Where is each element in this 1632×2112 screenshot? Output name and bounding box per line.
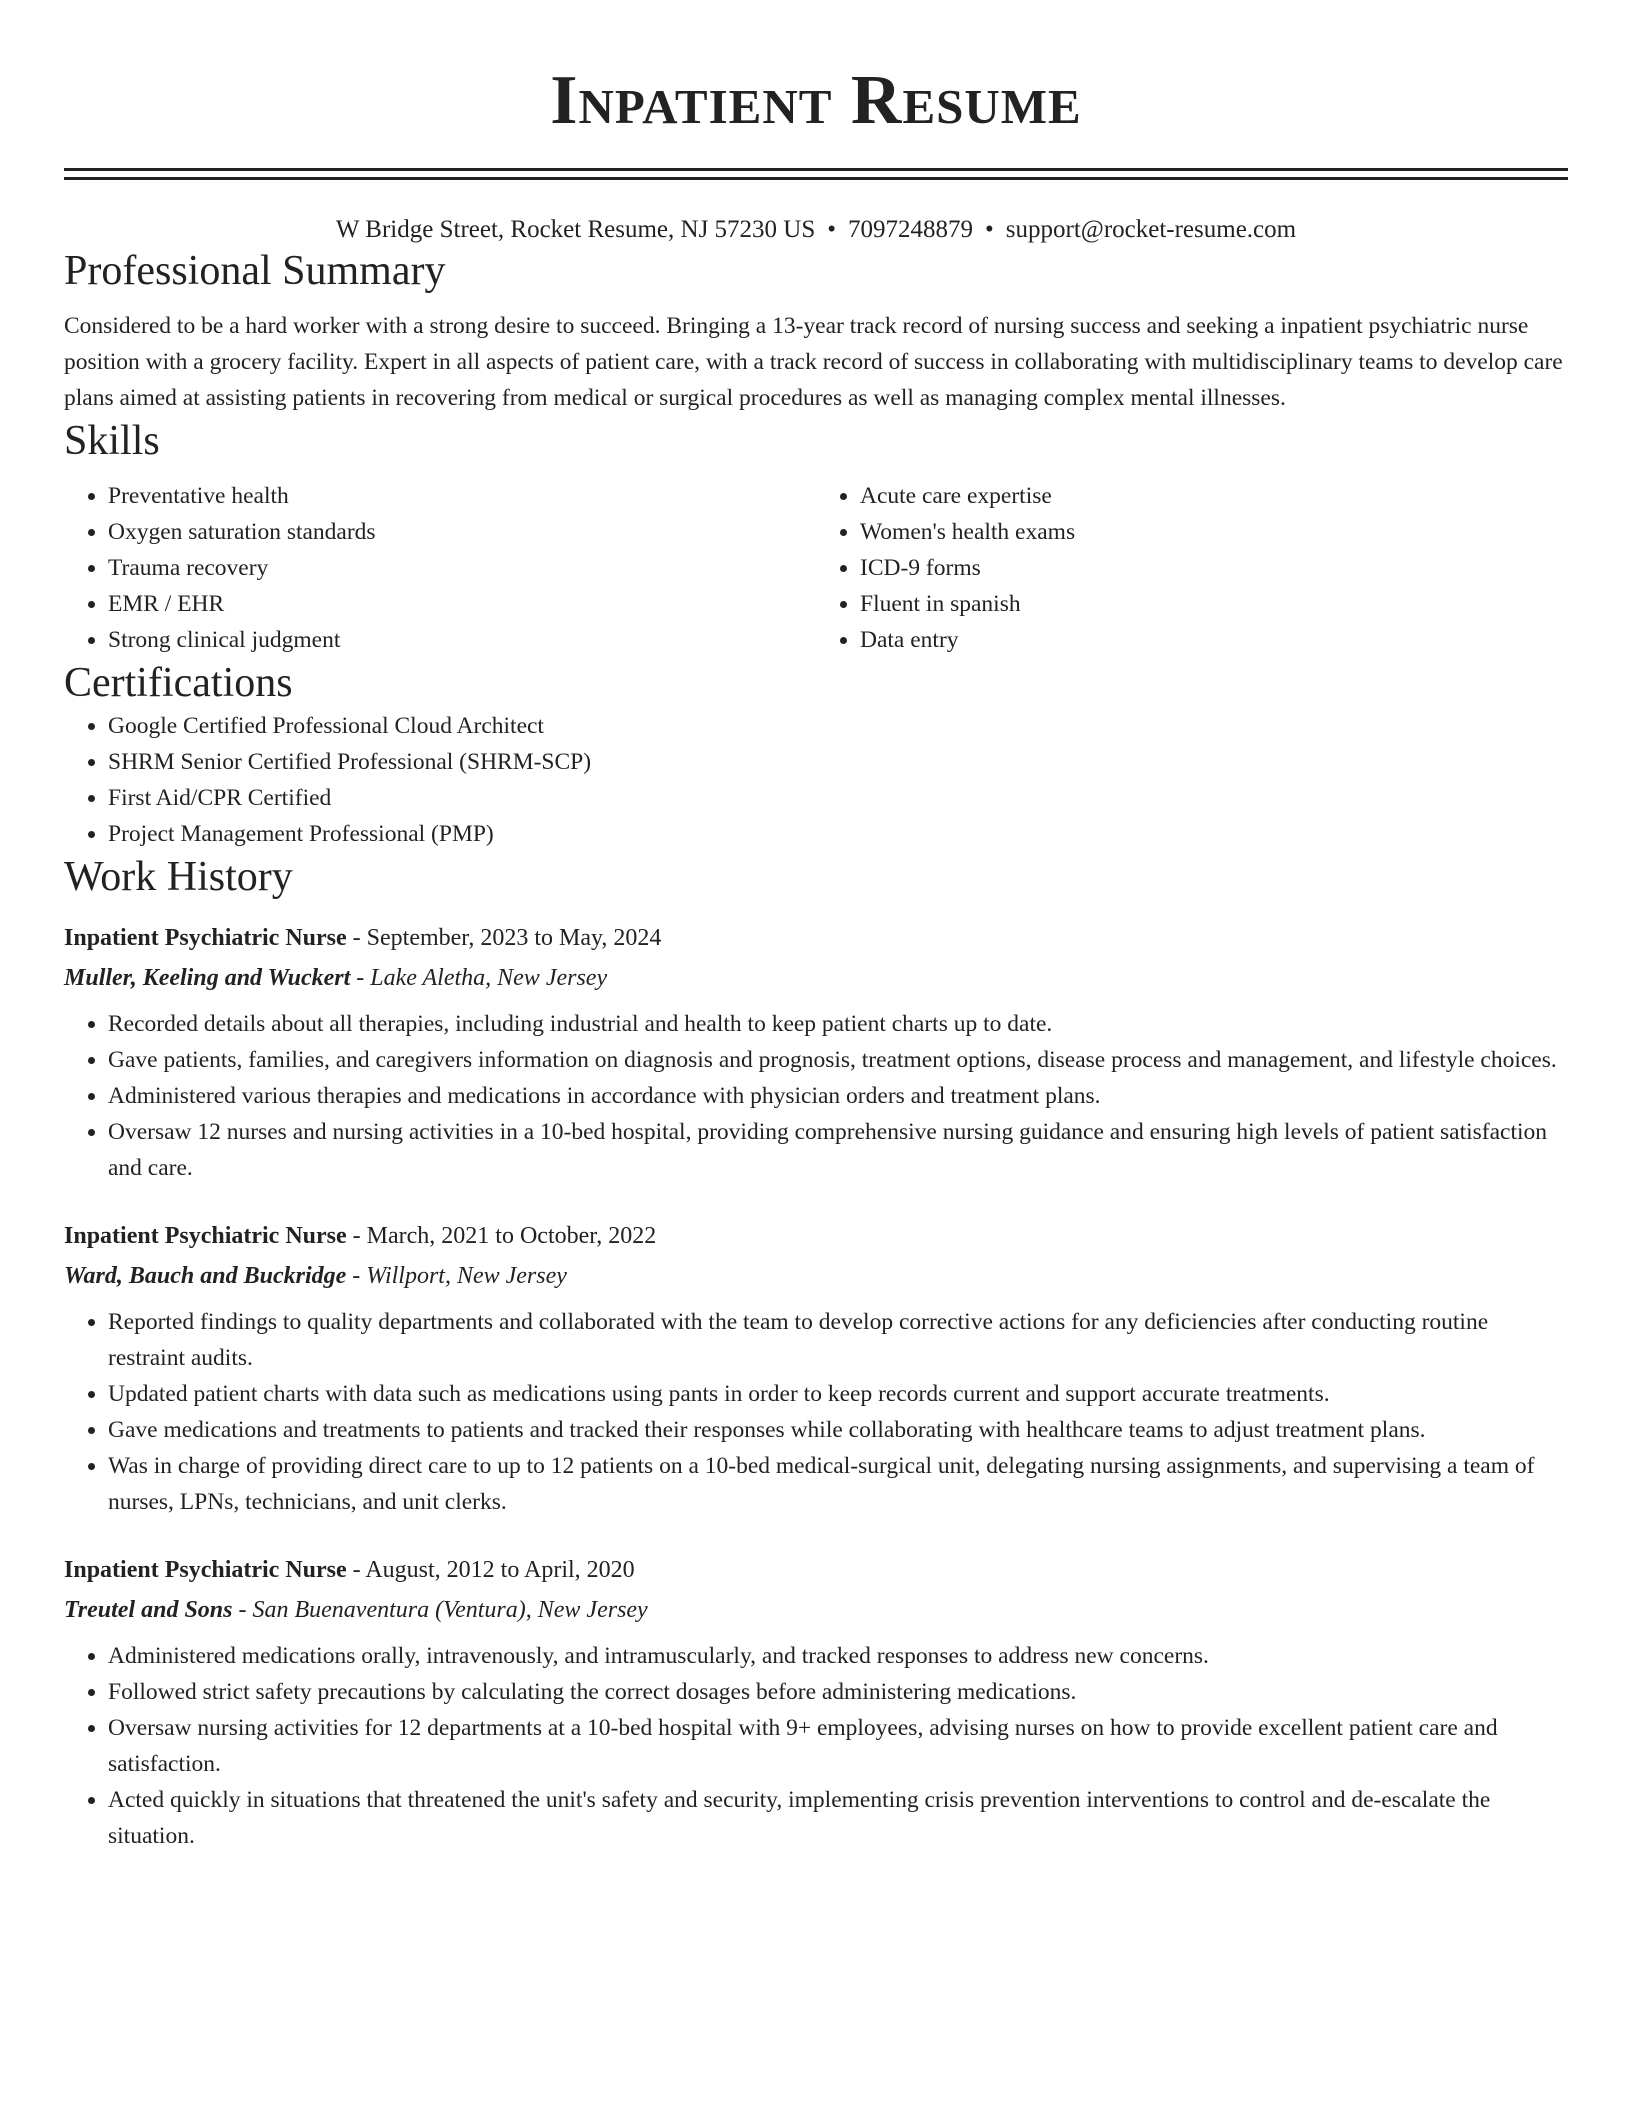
job-title-line: [64, 918, 1568, 958]
job-bullet: • Oversaw nursing activities for 12 departments at a 10-bed hospital with 9+ employees, advising nurses on how to provide excellent patient care and satisfaction.: [108, 1710, 1568, 1782]
job-bullet: • Reported findings to quality departments and collaborated with the team to develop corrective actions for any deficiencies after conducting routine restraint audits.: [108, 1304, 1568, 1376]
certifications-list: [64, 708, 1568, 852]
job-dash: -: [346, 1223, 367, 1249]
certifications-heading: Certifications: [64, 660, 293, 706]
job-dash: -: [346, 1557, 366, 1583]
skill-item: • Strong clinical judgment: [108, 622, 816, 658]
skill-item: • Data entry: [860, 622, 1568, 658]
skill-item: • Women's health exams: [860, 514, 1568, 550]
skills-columns: [64, 478, 1568, 658]
job-location: Lake Aletha, New Jersey: [370, 965, 608, 991]
certification-item: • Project Management Professional (PMP): [108, 816, 1568, 852]
page-title: Inpatient Resume: [550, 62, 1082, 139]
skill-item: • Oxygen saturation standards: [108, 514, 816, 550]
job-company-line: [64, 1590, 1568, 1630]
job-company-line: [64, 1256, 1568, 1296]
job-bullets: [64, 1638, 1568, 1854]
job-title-line: [64, 1550, 1568, 1590]
job-bullet: • Administered various therapies and medications in accordance with physician orders and treatment plans.: [108, 1078, 1568, 1114]
job-bullet: • Followed strict safety precautions by calculating the correct dosages before administering medications.: [108, 1674, 1568, 1710]
skills-list-right: [816, 478, 1568, 658]
contact-separator: •: [985, 216, 994, 243]
job-bullet: • Recorded details about all therapies, including industrial and health to keep patient charts up to date.: [108, 1006, 1568, 1042]
contact-line: [64, 214, 1568, 246]
job-company: Ward, Bauch and Buckridge: [64, 1263, 347, 1289]
job-company: Muller, Keeling and Wuckert: [64, 965, 351, 991]
job-location: Willport, New Jersey: [366, 1263, 567, 1289]
skill-item: • EMR / EHR: [108, 586, 816, 622]
job-dates: August, 2012 to April, 2020: [365, 1557, 635, 1583]
work-history-heading: Work History: [64, 854, 293, 900]
job-bullet: • Gave medications and treatments to patients and tracked their responses while collaborating with healthcare teams to adjust treatment plans.: [108, 1412, 1568, 1448]
summary-text: Considered to be a hard worker with a strong desire to succeed. Bringing a 13-year track record of nursing success and seeking a inpatient psychiatric nurse position with a grocery facility. Expert in all aspects of patient care, with a track record of success in collaborating with multidisciplinary teams to develop care plans aimed at assisting patients in recovering from medical or surgical procedures as well as managing complex mental illnesses.: [64, 313, 1563, 411]
job-bullet: • Updated patient charts with data such as medications using pants in order to keep records current and support accurate treatments.: [108, 1376, 1568, 1412]
job-bullets: [64, 1304, 1568, 1520]
title-divider-secondary: [64, 177, 1568, 180]
job-company: Treutel and Sons: [64, 1597, 233, 1623]
job-dates: September, 2023 to May, 2024: [366, 925, 662, 951]
certification-item: • First Aid/CPR Certified: [108, 780, 1568, 816]
job-role: Inpatient Psychiatric Nurse: [64, 925, 347, 951]
job-dash: -: [232, 1597, 253, 1623]
skills-heading: Skills: [64, 418, 160, 464]
title-divider: [64, 168, 1568, 171]
job-entry: [64, 1550, 1568, 1854]
certification-item: • Google Certified Professional Cloud Architect: [108, 708, 1568, 744]
job-dash: -: [346, 925, 367, 951]
job-entry: [64, 918, 1568, 1186]
job-dash: -: [346, 1263, 367, 1289]
contact-separator: •: [827, 216, 837, 243]
job-entry: [64, 1216, 1568, 1520]
job-bullet: • Administered medications orally, intravenously, and intramuscularly, and tracked responses to address new concerns.: [108, 1638, 1568, 1674]
skill-item: • ICD-9 forms: [860, 550, 1568, 586]
job-bullet: • Was in charge of providing direct care to up to 12 patients on a 10-bed medical-surgical unit, delegating nursing assignments, and supervising a team of nurses, LPNs, technicians, and unit clerks.: [108, 1448, 1568, 1520]
job-bullets: [64, 1006, 1568, 1186]
job-location: San Buenaventura (Ventura), New Jersey: [252, 1597, 648, 1623]
job-bullet: • Gave patients, families, and caregivers information on diagnosis and prognosis, treatment options, disease process and management, and lifestyle choices.: [108, 1042, 1568, 1078]
certification-item: • SHRM Senior Certified Professional (SHRM-SCP): [108, 744, 1568, 780]
skill-item: • Preventative health: [108, 478, 816, 514]
skill-item: • Acute care expertise: [860, 478, 1568, 514]
skills-list-left: [64, 478, 816, 658]
contact-email: support@rocket-resume.com: [1005, 216, 1297, 243]
contact-phone: 7097248879: [848, 216, 974, 243]
job-company-line: [64, 958, 1568, 998]
job-bullet: • Oversaw 12 nurses and nursing activities in a 10-bed hospital, providing comprehensive nursing guidance and ensuring high levels of patient satisfaction and care.: [108, 1114, 1568, 1186]
contact-address: W Bridge Street, Rocket Resume, NJ 57230 US: [335, 216, 816, 243]
job-dash: -: [350, 965, 371, 991]
skill-item: • Trauma recovery: [108, 550, 816, 586]
job-role: Inpatient Psychiatric Nurse: [64, 1223, 347, 1249]
job-role: Inpatient Psychiatric Nurse: [64, 1557, 347, 1583]
skill-item: • Fluent in spanish: [860, 586, 1568, 622]
job-title-line: [64, 1216, 1568, 1256]
summary-heading: Professional Summary: [64, 248, 446, 294]
job-dates: March, 2021 to October, 2022: [366, 1223, 657, 1249]
job-bullet: • Acted quickly in situations that threatened the unit's safety and security, implementing crisis prevention interventions to control and de-escalate the situation.: [108, 1782, 1568, 1854]
